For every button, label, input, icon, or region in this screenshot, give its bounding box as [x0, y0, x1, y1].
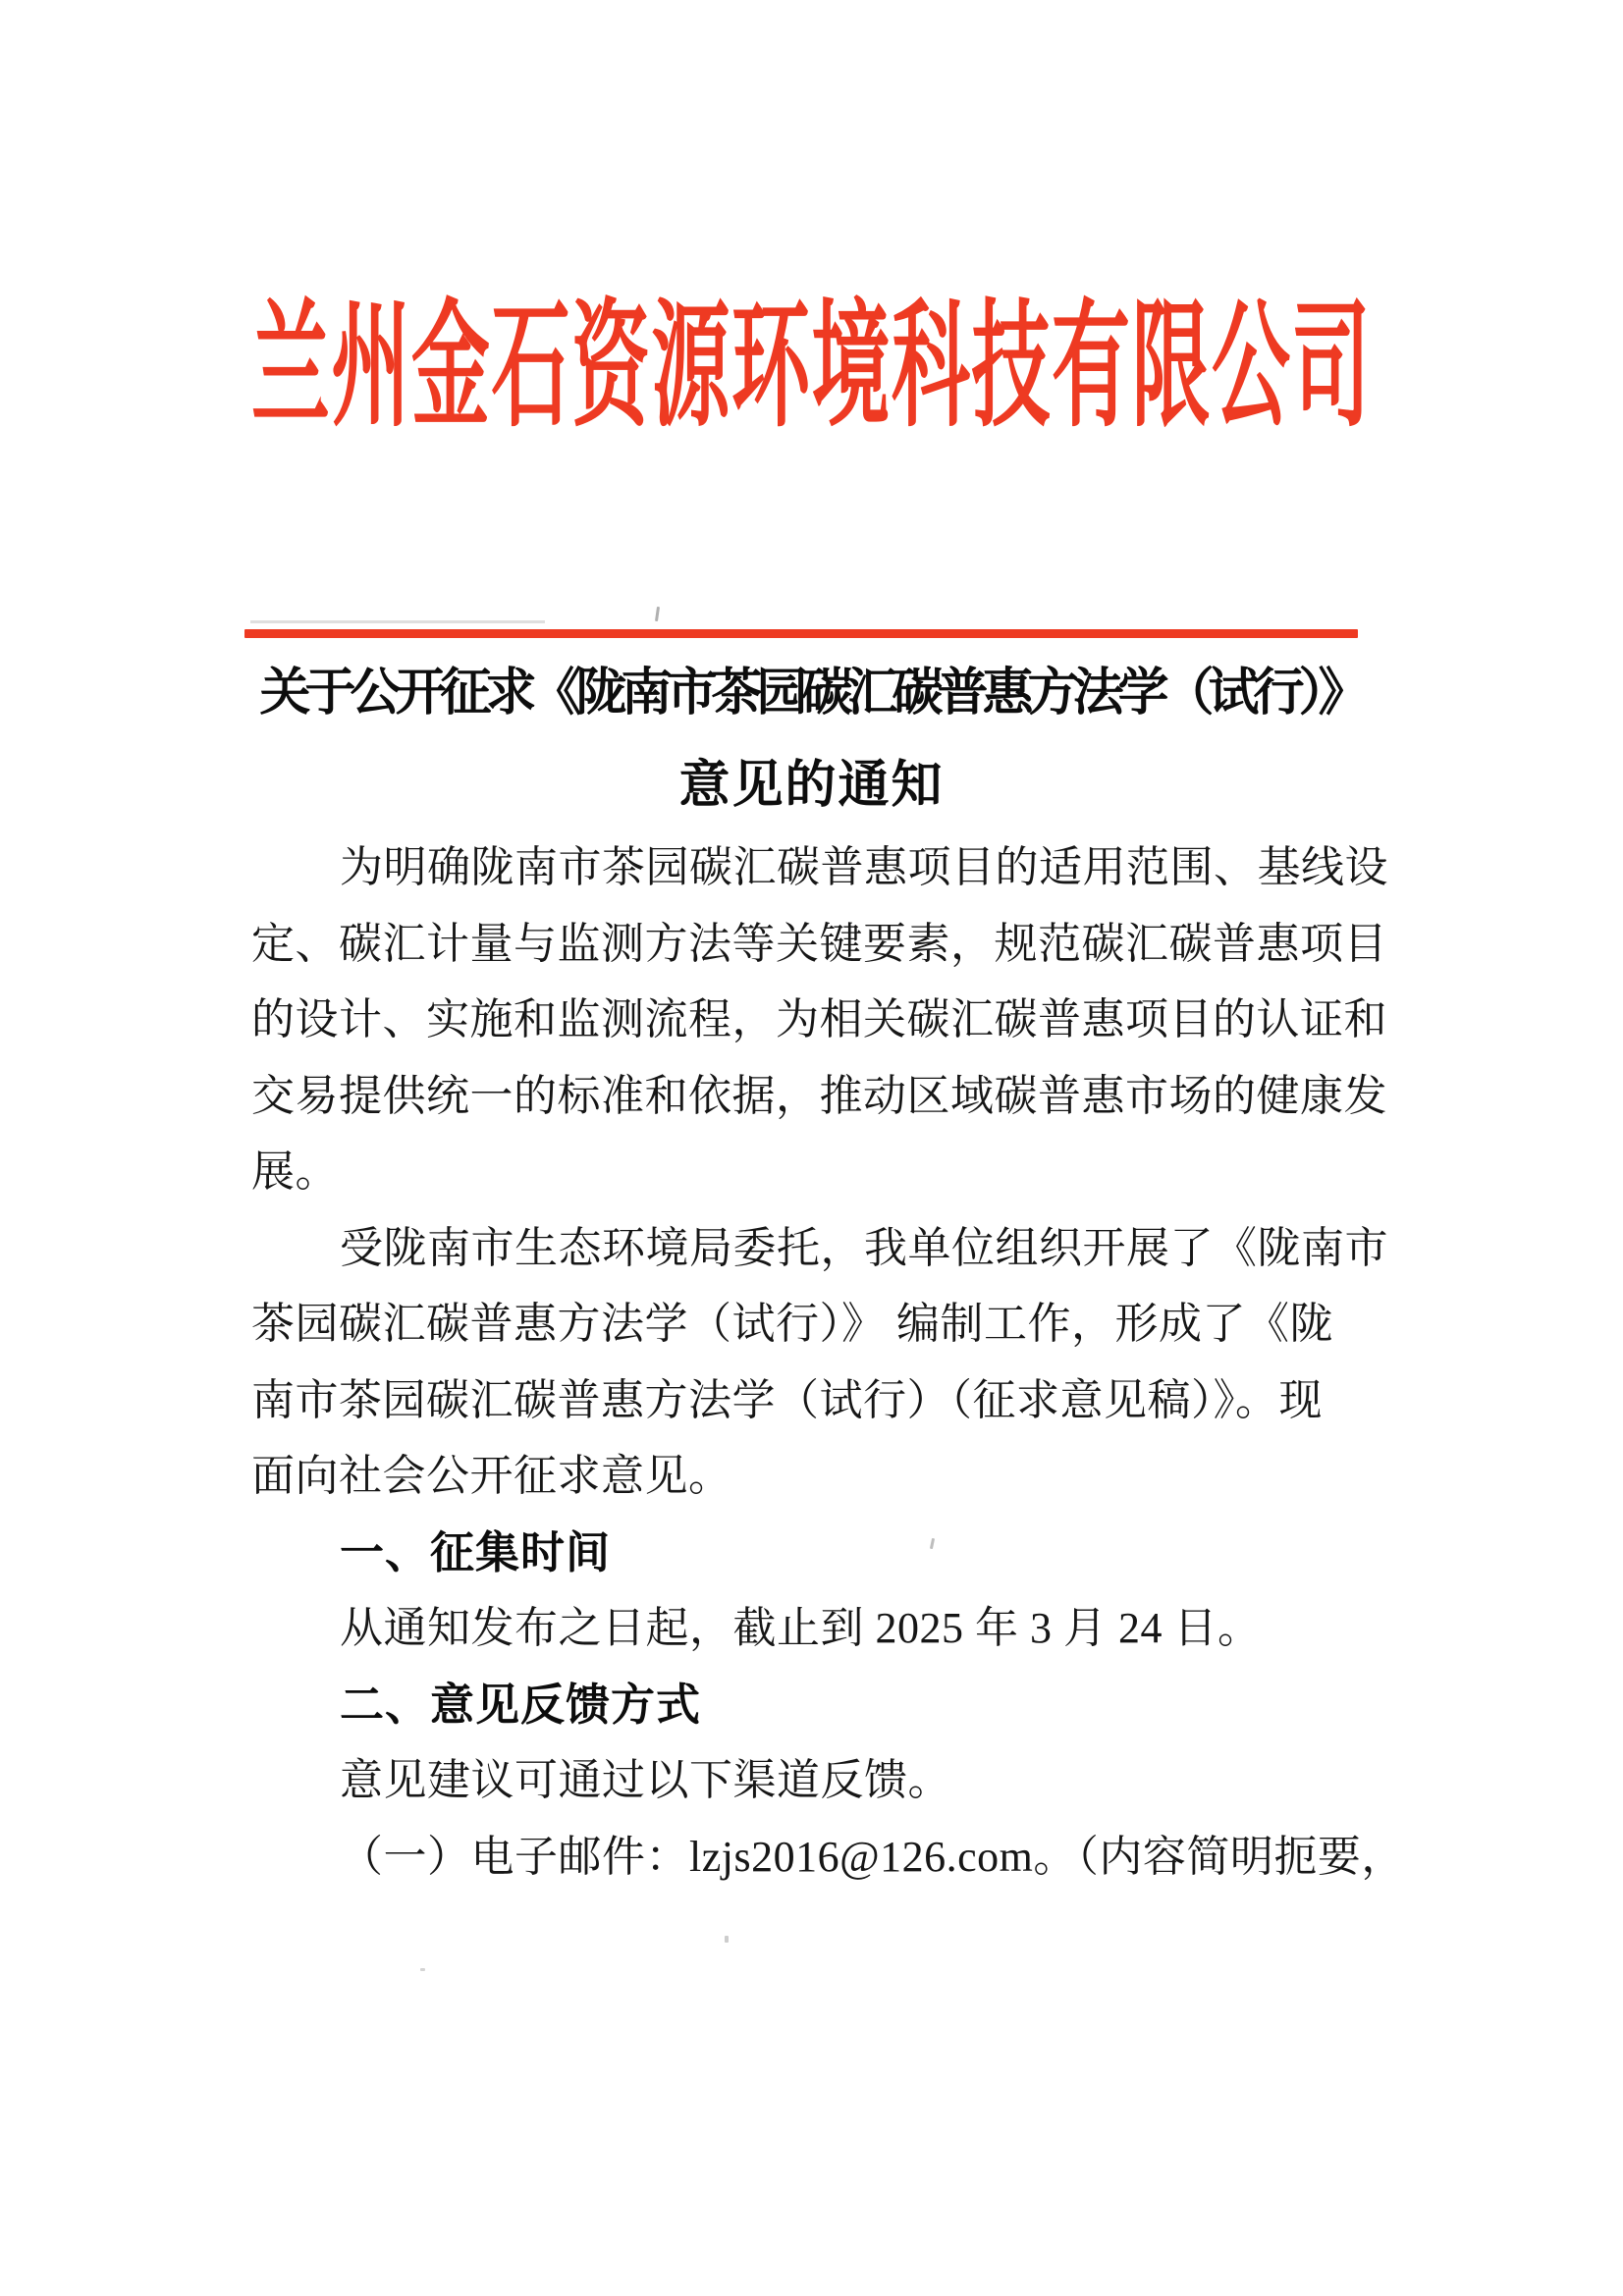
letterhead-divider-line	[244, 629, 1358, 638]
body-line: 定、碳汇计量与监测方法等关键要素，规范碳汇碳普惠项目	[251, 919, 1387, 968]
body-line: 为明确陇南市茶园碳汇碳普惠项目的适用范围、基线设	[340, 843, 1388, 891]
letterhead-company-name: 兰州金石资源环境科技有限公司	[251, 293, 1372, 445]
body-line: 展。	[251, 1148, 339, 1196]
body-line: 南市茶园碳汇碳普惠方法学（试行）（征求意见稿）》。现	[251, 1375, 1323, 1424]
body-line: 意见建议可通过以下渠道反馈。	[340, 1756, 951, 1804]
heading-collection-period: 一、征集时间	[340, 1526, 612, 1577]
body-line: 受陇南市生态环境局委托，我单位组织开展了《陇南市	[340, 1223, 1388, 1272]
scan-speck	[655, 607, 660, 621]
document-title-line1: 关于公开征求《陇南市茶园碳汇碳普惠方法学（试行）》	[259, 666, 1364, 721]
body-line-deadline: 从通知发布之日起，截止到 2025 年 3 月 24 日。	[340, 1604, 1262, 1652]
body-line: 的设计、实施和监测流程，为相关碳汇碳普惠项目的认证和	[251, 995, 1387, 1043]
scan-shadow	[250, 620, 545, 623]
body-line: 面向社会公开征求意见。	[251, 1452, 732, 1500]
body-line: 茶园碳汇碳普惠方法学（试行）》 编制工作，形成了《陇	[251, 1300, 1333, 1348]
body-line-email: （一）电子邮件：lzjs2016@126.com。（内容简明扼要，	[340, 1832, 1405, 1881]
scan-speck	[420, 1968, 425, 1971]
document-body	[251, 829, 1405, 1895]
heading-feedback-method: 二、意见反馈方式	[340, 1679, 702, 1730]
scan-speck	[725, 1936, 729, 1943]
document-title	[0, 648, 1623, 832]
document-title-line2: 意见的通知	[678, 758, 945, 814]
body-line: 交易提供统一的标准和依据，推动区域碳普惠市场的健康发	[251, 1071, 1387, 1120]
